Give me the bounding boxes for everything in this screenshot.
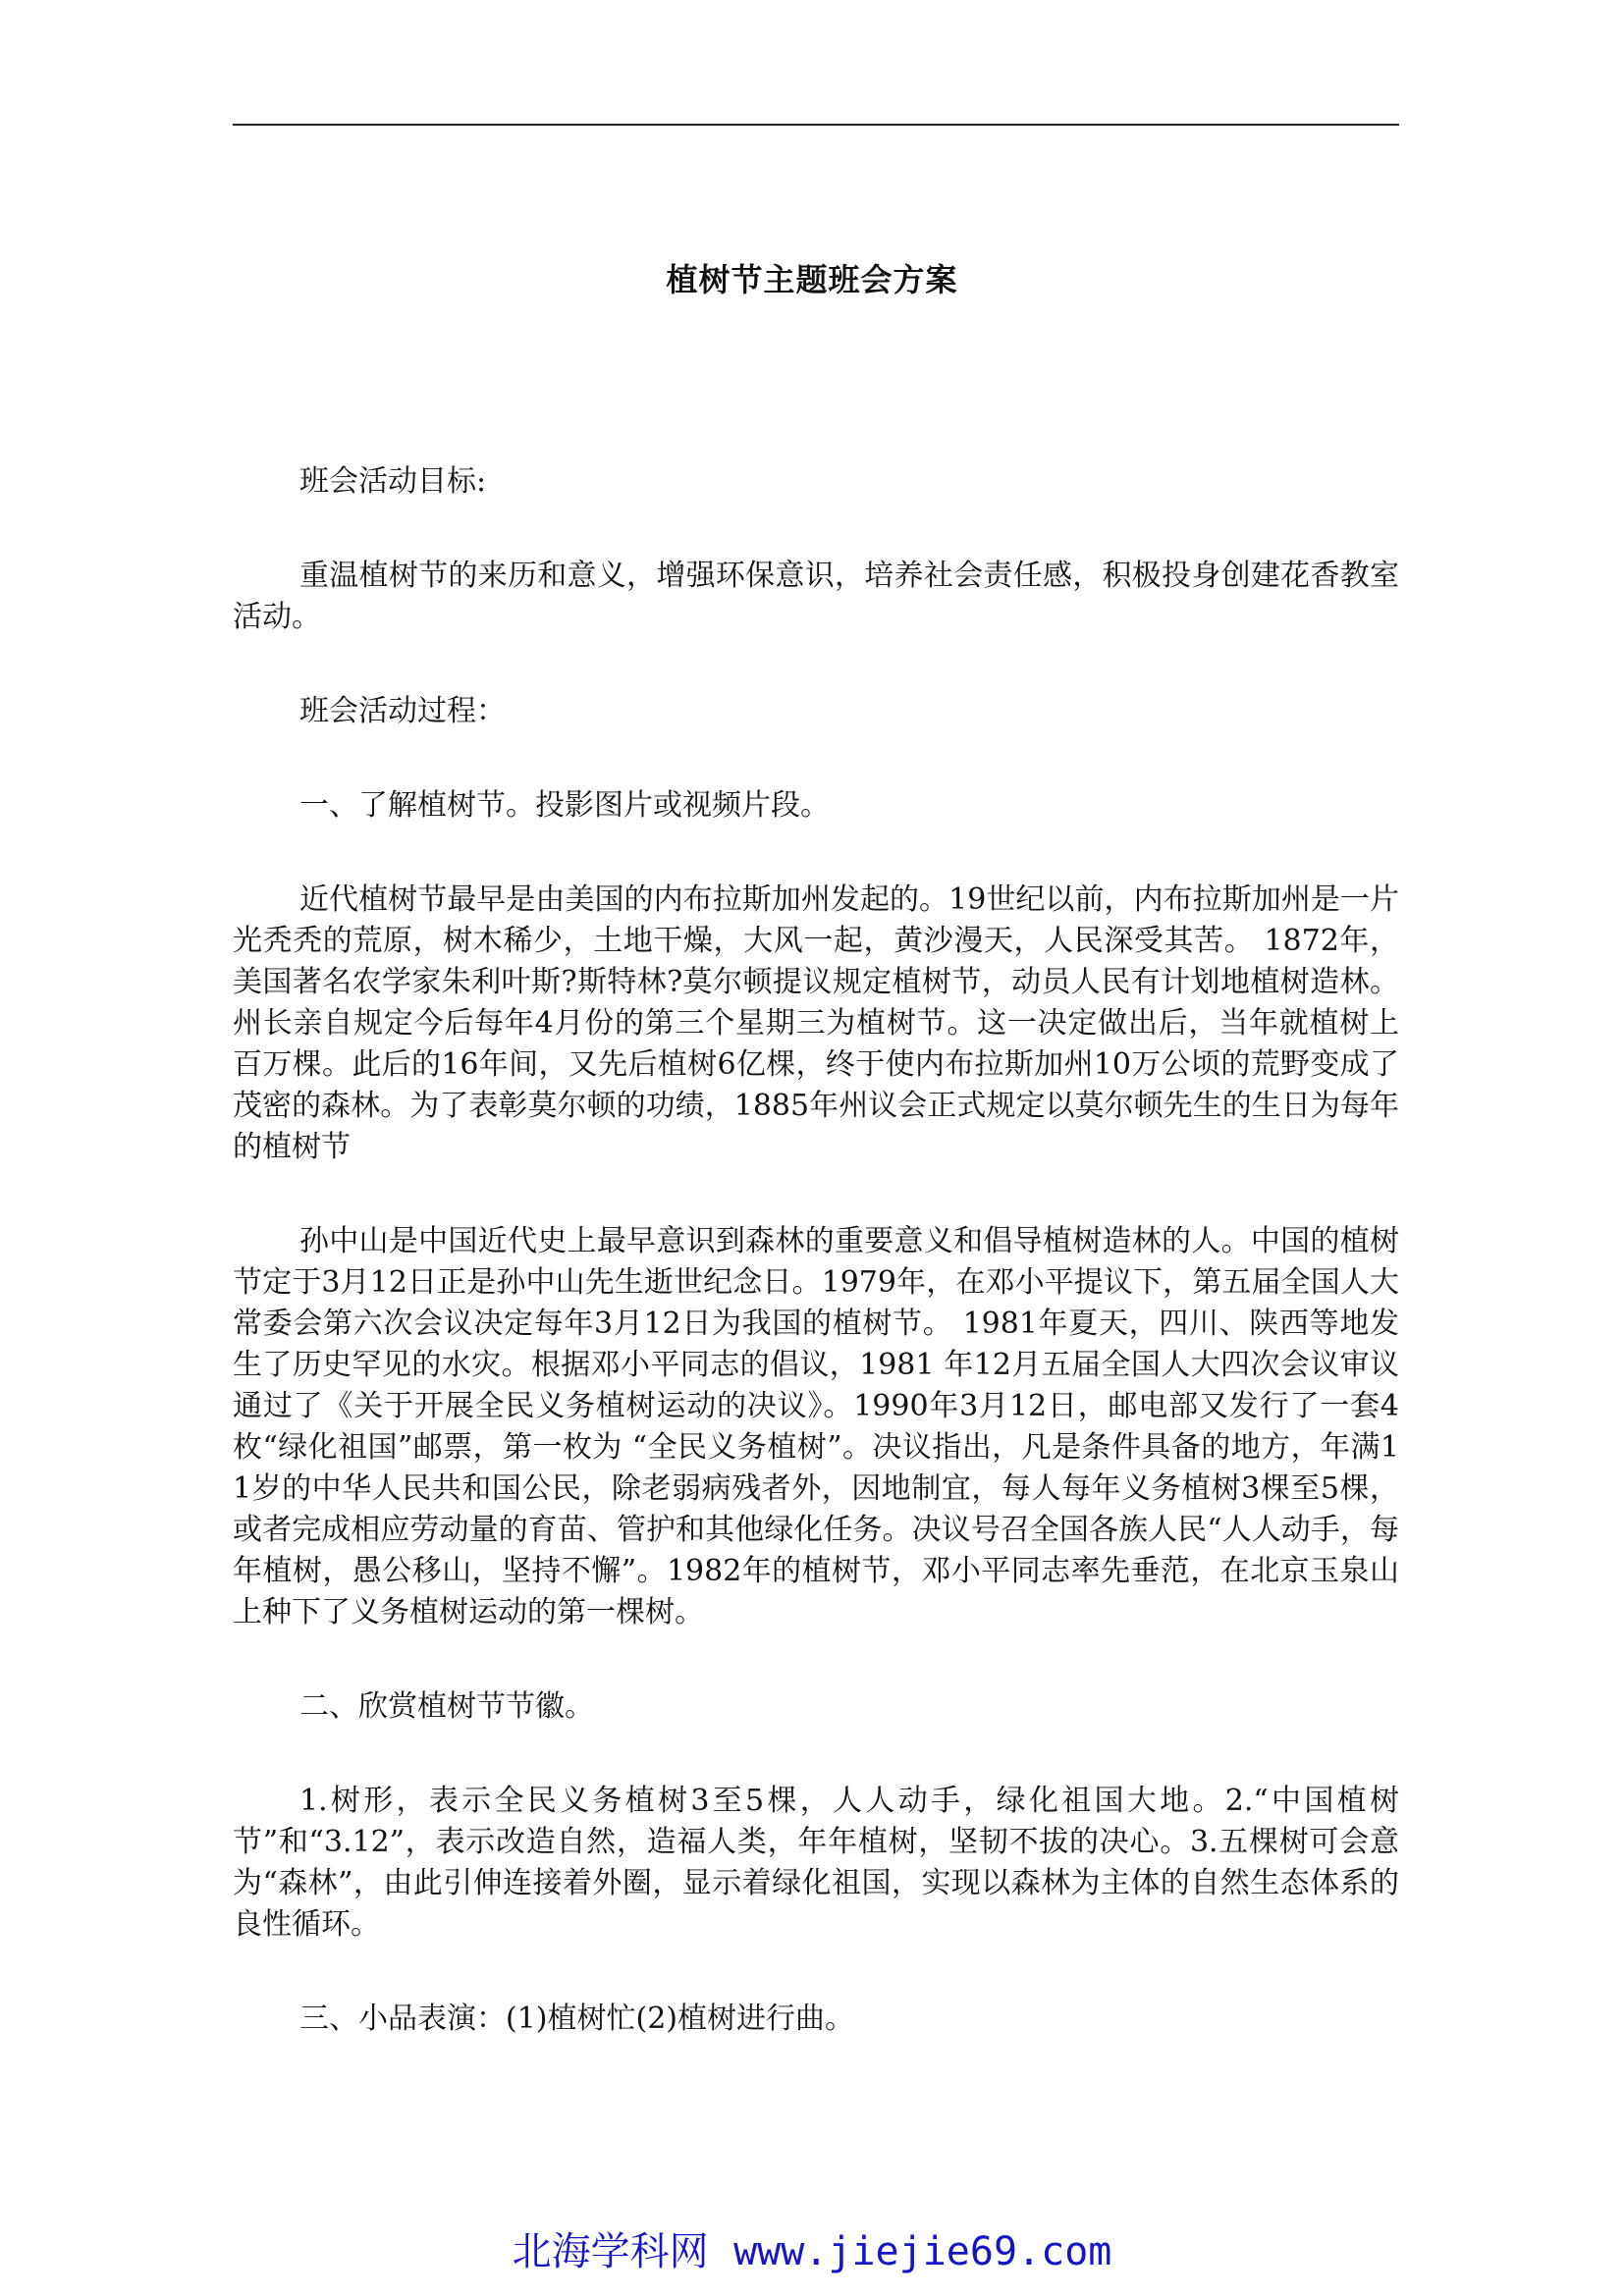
footer-site-link[interactable]: www.jiejie69.com: [733, 2229, 1112, 2274]
paragraph-section-one: 一、了解植树节。投影图片或视频片段。: [299, 788, 830, 823]
header-rule: [233, 124, 1399, 126]
paragraph-section-three: 三、小品表演：(1)植树忙(2)植树进行曲。: [299, 2002, 854, 2036]
footer-watermark: [0, 2226, 1624, 2277]
paragraph-goal-heading: 班会活动目标:: [299, 464, 487, 499]
paragraph-goal-text: 重温植树节的来历和意义，增强环保意识，培养社会责任感，积极投身创建花香教室活动。: [233, 559, 1399, 634]
page-title: 植树节主题班会方案: [666, 261, 958, 299]
paragraph-section-two: 二、欣赏植树节节徽。: [299, 1689, 594, 1724]
footer-site-name: 北海学科网: [512, 2229, 709, 2274]
document-body: [233, 461, 1399, 2040]
paragraph-china-history: 孙中山是中国近代史上最早意识到森林的重要意义和倡导植树造林的人。中国的植树节定于3月12日正是孙中山先生逝世纪念日。1979年，在邓小平提议下，第五届全国人大常委会第六次会议决定每年3月12日为我国的植树节。 1981年夏天，四川、陕西等地发生了历史罕见的水灾。根据邓小平同志的倡议，1981 年12月五届全国人大四次会议审议通过了《关于开展全民义务植树运动的决议》。1990年3月12日，邮电部又发行了一套4枚“绿化祖国”邮票，第一枚为 “全民义务植树”。决议指出，凡是条件具备的地方，年满11岁的中华人民共和国公民，除老弱病残者外，因地制宜，每人每年义务植树3棵至5棵，或者完成相应劳动量的育苗、管护和其他绿化任务。决议号召全国各族人民“人人动手，每年植树，愚公移山，坚持不懈”。1982年的植树节，邓小平同志率先垂范，在北京玉泉山上种下了义务植树运动的第一棵树。: [233, 1224, 1399, 1629]
paragraph-process-heading: 班会活动过程：: [299, 694, 506, 728]
paragraph-nebraska-history: 近代植树节最早是由美国的内布拉斯加州发起的。19世纪以前，内布拉斯加州是一片光秃秃的荒原，树木稀少，土地干燥，大风一起，黄沙漫天，人民深受其苦。 1872年，美国著名农学家朱利叶斯?斯特林?莫尔顿提议规定植树节，动员人民有计划地植树造林。州长亲自规定今后每年4月份的第三个星期三为植树节。这一决定做出后，当年就植树上百万棵。此后的16年间，又先后植树6亿棵，终于使内布拉斯加州10万公顷的荒野变成了茂密的森林。为了表彰莫尔顿的功绩，1885年州议会正式规定以莫尔顿先生的生日为每年的植树节: [233, 882, 1399, 1164]
paragraph-emblem-meaning: 1.树形，表示全民义务植树3至5棵，人人动手，绿化祖国大地。2.“中国植树节”和“3.12”，表示改造自然，造福人类，年年植树，坚韧不拔的决心。3.五棵树可会意为“森林”，由此引伸连接着外圈，显示着绿化祖国，实现以森林为主体的自然生态体系的良性循环。: [233, 1784, 1399, 1942]
